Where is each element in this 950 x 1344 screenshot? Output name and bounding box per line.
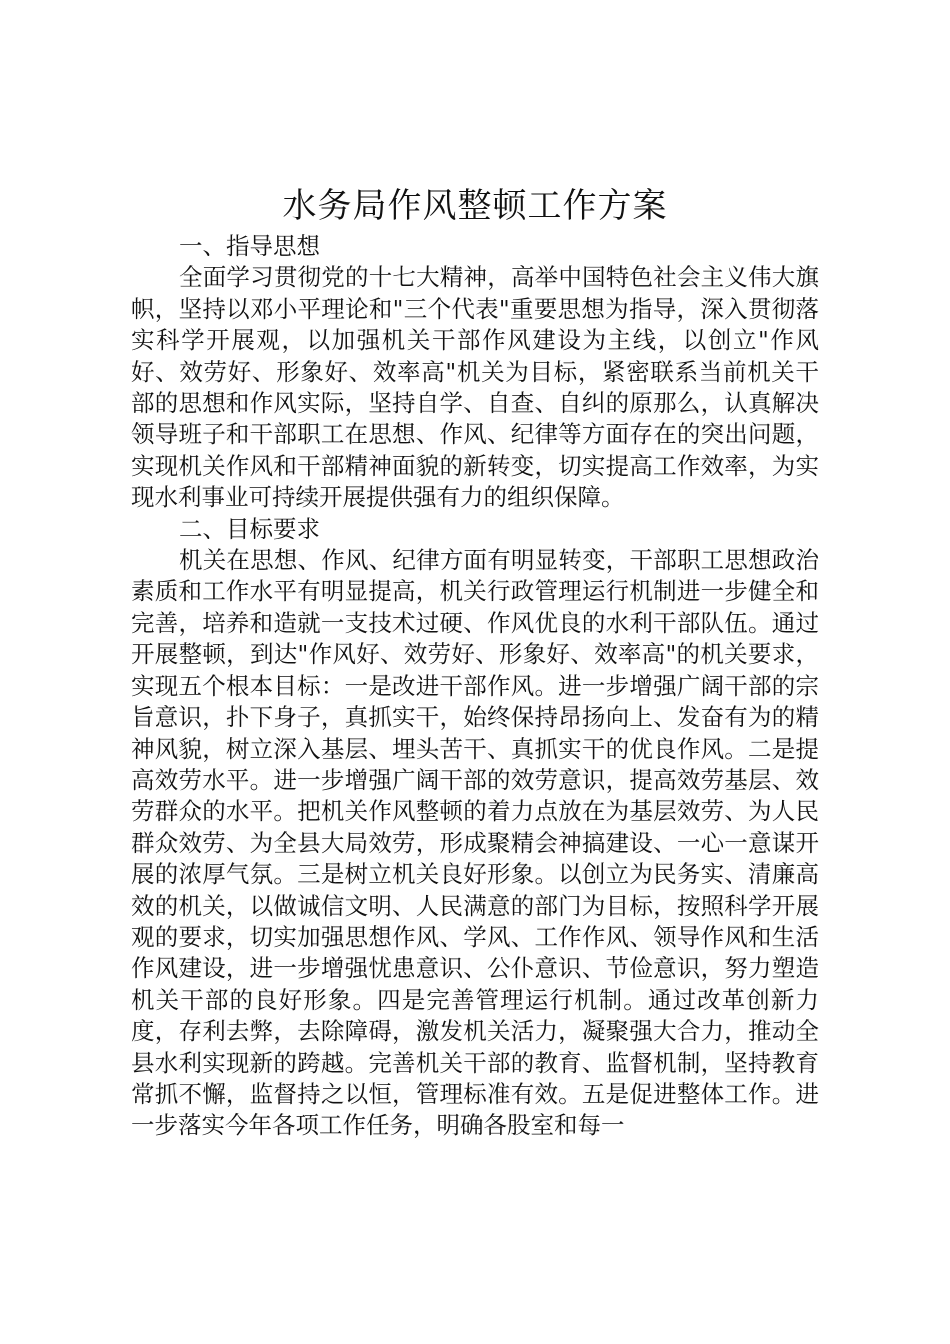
section-paragraph-guiding-ideology: 全面学习贯彻党的十七大精神，高举中国特色社会主义伟大旗帜，坚持以邓小平理论和"三个代表"重要思想为指导，深入贯彻落实科学开展观，以加强机关干部作风建设为主线，以创立"作风好、效劳好、形象好、效率高"机关为目标，紧密联系当前机关干部的思想和作风实际，坚持自学、自查、自纠的原那么，认真解决领导班子和干部职工在思想、作风、纪律等方面存在的突出问题，实现机关作风和干部精神面貌的新转变，切实提高工作效率，为实现水利事业可持续开展提供强有力的组织保障。 — [131, 263, 819, 512]
document-body — [131, 231, 819, 1142]
document-title: 水务局作风整顿工作方案 — [282, 186, 668, 226]
section-heading-goals: 二、目标要求 — [179, 514, 320, 543]
section-paragraph-goals: 机关在思想、作风、纪律方面有明显转变，干部职工思想政治素质和工作水平有明显提高，机关行政管理运行机制进一步健全和完善，培养和造就一支技术过硬、作风优良的水利干部队伍。通过开展整顿，到达"作风好、效劳好、形象好、效率高"的机关要求，实现五个根本目标：一是改进干部作风。进一步增强广阔干部的宗旨意识，扑下身子，真抓实干，始终保持昂扬向上、发奋有为的精神风貌，树立深入基层、埋头苦干、真抓实干的优良作风。二是提高效劳水平。进一步增强广阔干部的效劳意识，提高效劳基层、效劳群众的水平。把机关作风整顿的着力点放在为基层效劳、为人民群众效劳、为全县大局效劳，形成聚精会神搞建设、一心一意谋开展的浓厚气氛。三是树立机关良好形象。以创立为民务实、清廉高效的机关，以做诚信文明、人民满意的部门为目标，按照科学开展观的要求，切实加强思想作风、学风、工作作风、领导作风和生活作风建设，进一步增强忧患意识、公仆意识、节俭意识，努力塑造机关干部的良好形象。四是完善管理运行机制。通过改革创新力度，存利去弊，去除障碍，激发机关活力，凝聚强大合力，推动全县水利实现新的跨越。完善机关干部的教育、监督机制，坚持教育常抓不懈，监督持之以恒，管理标准有效。五是促进整体工作。进一步落实今年各项工作任务，明确各股室和每一 — [131, 546, 819, 1140]
section-heading-guiding-ideology: 一、指导思想 — [179, 232, 320, 260]
